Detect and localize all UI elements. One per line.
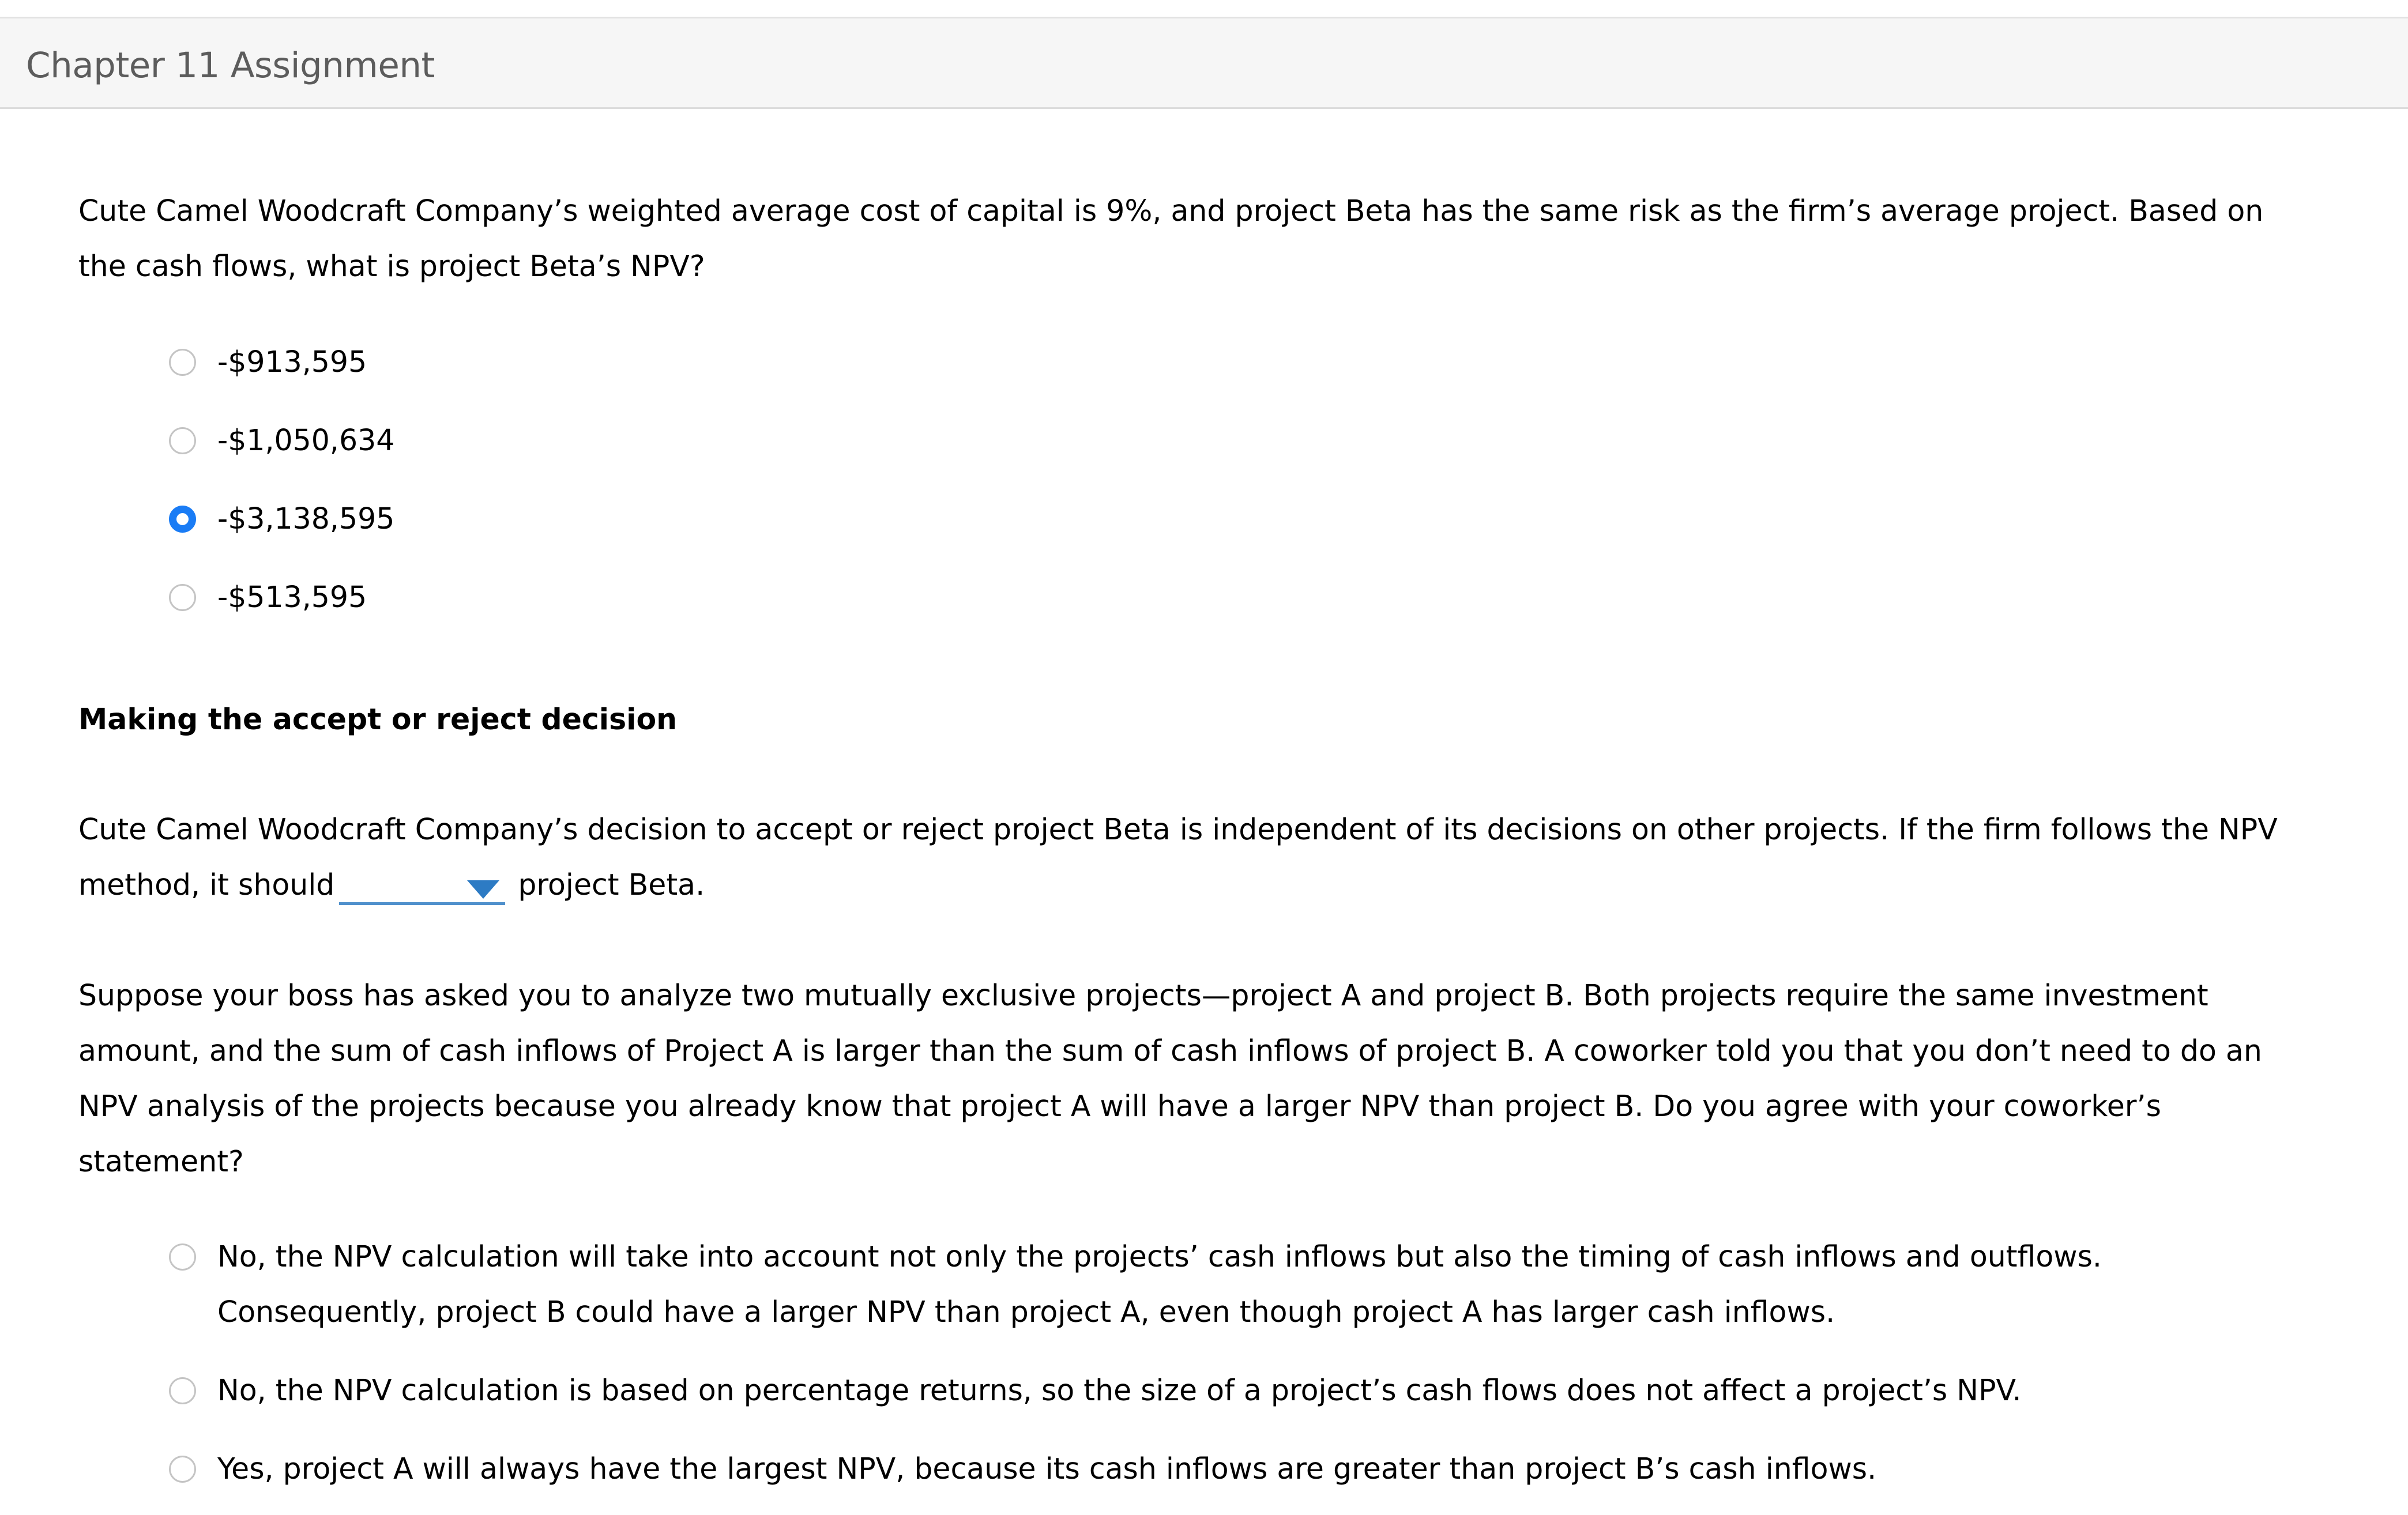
decision-line-2-before: method, it should (78, 868, 335, 902)
coworker-option-1-label (217, 1229, 2102, 1340)
question-npv-text (78, 183, 2264, 294)
chevron-down-icon (467, 880, 499, 899)
coworker-option-1-line-1: No, the NPV calculation will take into account not only the projects’ cash inflows but also the timing of cash inflows and outflows. (217, 1239, 2102, 1273)
npv-option-4-label: -$513,595 (217, 580, 367, 614)
question-coworker-text (78, 968, 2262, 1189)
decision-line-2 (78, 857, 2223, 913)
radio-button[interactable] (169, 584, 196, 611)
npv-option-3-label: -$3,138,595 (217, 502, 395, 536)
question-coworker-line-4: statement? (78, 1144, 244, 1178)
radio-button[interactable] (169, 1456, 196, 1483)
radio-button[interactable] (169, 427, 196, 454)
section-heading: Making the accept or reject decision (78, 702, 678, 736)
question-coworker-line-1: Suppose your boss has asked you to analyze two mutually exclusive projects—project A and project B. Both projects require the same investment (78, 978, 2208, 1012)
radio-button-selected[interactable] (169, 506, 196, 533)
radio-button[interactable] (169, 1377, 196, 1404)
npv-option-1-label: -$913,595 (217, 345, 367, 379)
decision-line-2-after: project Beta. (518, 868, 705, 902)
question-coworker-line-3: NPV analysis of the projects because you already know that project A will have a larger NPV than project B. Do you agree with your coworker’s (78, 1089, 2161, 1123)
coworker-option-3-label: Yes, project A will always have the largest NPV, because its cash inflows are greater than project B’s cash inflows. (217, 1452, 1877, 1486)
question-coworker-line-2: amount, and the sum of cash inflows of Project A is larger than the sum of cash inflows of project B. A coworker told you that you don’t need to do an (78, 1034, 2262, 1068)
coworker-option-1-line-2: Consequently, project B could have a larger NPV than project A, even though project A has larger cash inflows. (217, 1295, 1835, 1329)
decision-line-1: Cute Camel Woodcraft Company’s decision to accept or reject project Beta is independent of its decisions on other projects. If the firm follows the NPV (78, 812, 2278, 846)
radio-button[interactable] (169, 1243, 196, 1271)
npv-option-2-label: -$1,050,634 (217, 423, 395, 457)
coworker-option-2-label: No, the NPV calculation is based on percentage returns, so the size of a project’s cash flows does not affect a project’s NPV. (217, 1373, 2022, 1407)
page-title: Chapter 11 Assignment (26, 45, 435, 86)
question-npv-line-2: the cash flows, what is project Beta’s NPV? (78, 249, 705, 283)
question-npv-line-1: Cute Camel Woodcraft Company’s weighted average cost of capital is 9%, and project Beta has the same risk as the firm’s average project. Based on (78, 194, 2264, 228)
radio-button[interactable] (169, 349, 196, 376)
decision-text (78, 802, 2278, 913)
accept-reject-dropdown[interactable] (339, 868, 505, 905)
